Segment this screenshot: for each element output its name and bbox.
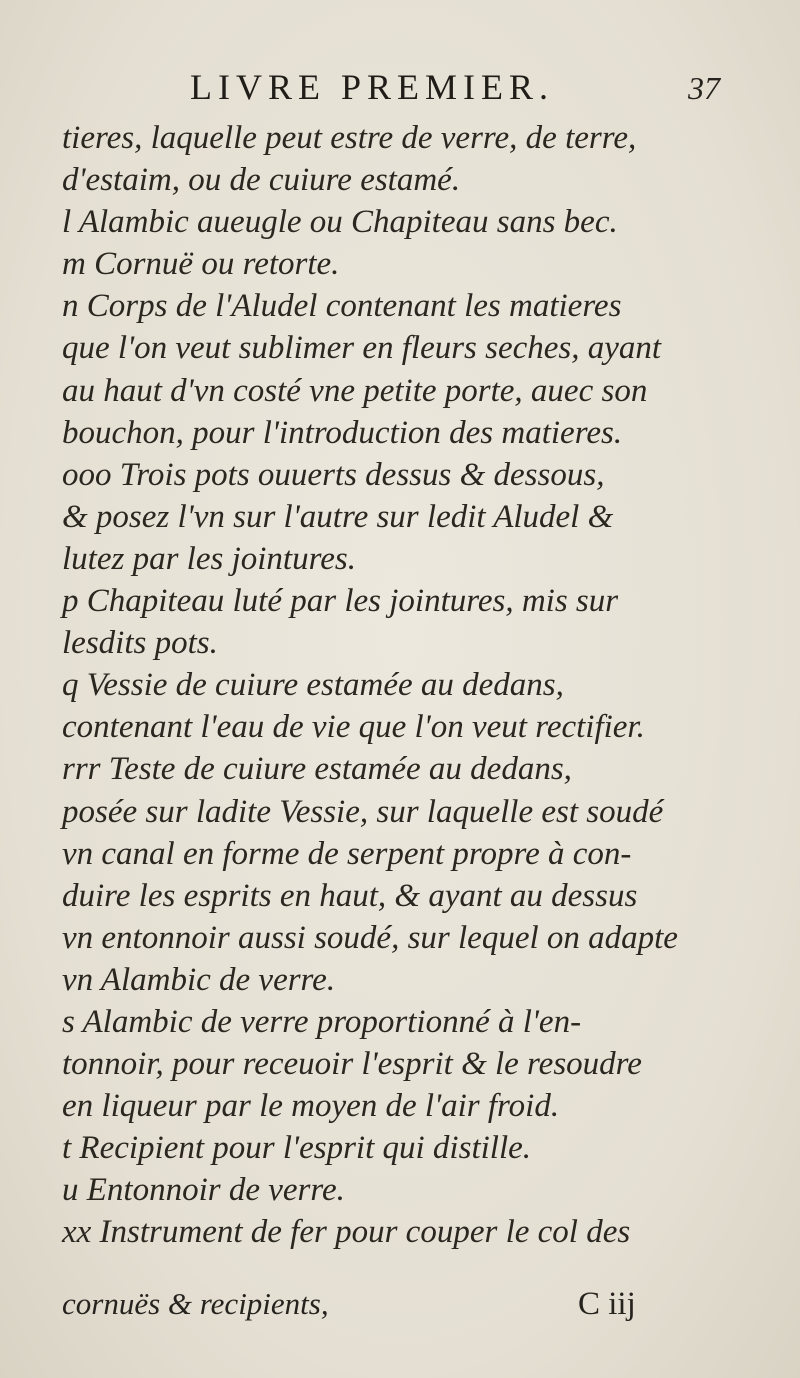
- text-line: m Cornuë ou retorte.: [62, 246, 340, 283]
- text-line: d'estaim, ou de cuiure estamé.: [62, 162, 461, 199]
- text-line: vn entonnoir aussi soudé, sur lequel on adapte: [62, 919, 678, 956]
- page-footer: [62, 1286, 742, 1330]
- text-line: s Alambic de verre proportionné à l'en-: [62, 1003, 582, 1040]
- text-line: l Alambic aueugle ou Chapiteau sans bec.: [62, 204, 618, 241]
- text-line: lesdits pots.: [62, 625, 218, 662]
- text-line: & posez l'vn sur l'autre sur ledit Aludel &: [62, 498, 614, 535]
- running-title: LIVRE PREMIER.: [190, 67, 555, 107]
- text-line: tonnoir, pour receuoir l'esprit & le resoudre: [62, 1046, 642, 1083]
- text-line: en liqueur par le moyen de l'air froid.: [62, 1088, 560, 1125]
- text-line: rrr Teste de cuiure estamée au dedans,: [62, 751, 572, 788]
- page-number: 37: [688, 70, 720, 106]
- body-text: [62, 117, 742, 1254]
- text-line: bouchon, pour l'introduction des matieres.: [62, 414, 623, 451]
- text-line: duire les esprits en haut, & ayant au dessus: [62, 877, 638, 914]
- text-line: ooo Trois pots ouuerts dessus & dessous,: [62, 456, 605, 493]
- text-line: n Corps de l'Aludel contenant les matieres: [62, 288, 622, 325]
- text-line: xx Instrument de fer pour couper le col des: [62, 1214, 631, 1251]
- text-line: vn canal en forme de serpent propre à con-: [62, 835, 632, 872]
- page-header: [190, 66, 720, 122]
- text-line: que l'on veut sublimer en fleurs seches, ayant: [62, 330, 662, 367]
- text-line: q Vessie de cuiure estamée au dedans,: [62, 667, 564, 704]
- text-line: lutez par les jointures.: [62, 540, 356, 577]
- text-line: contenant l'eau de vie que l'on veut rectifier.: [62, 709, 645, 746]
- catchword: cornuës & recipients,: [62, 1286, 329, 1321]
- text-line: t Recipient pour l'esprit qui distille.: [62, 1130, 532, 1167]
- text-line: u Entonnoir de verre.: [62, 1172, 345, 1209]
- text-line: p Chapiteau luté par les jointures, mis sur: [62, 583, 619, 620]
- signature-mark: C iij: [578, 1286, 636, 1322]
- text-line: vn Alambic de verre.: [62, 961, 336, 998]
- text-line: tieres, laquelle peut estre de verre, de terre,: [62, 120, 637, 156]
- text-line: au haut d'vn costé vne petite porte, auec son: [62, 372, 648, 409]
- text-line: posée sur ladite Vessie, sur laquelle est soudé: [62, 793, 664, 830]
